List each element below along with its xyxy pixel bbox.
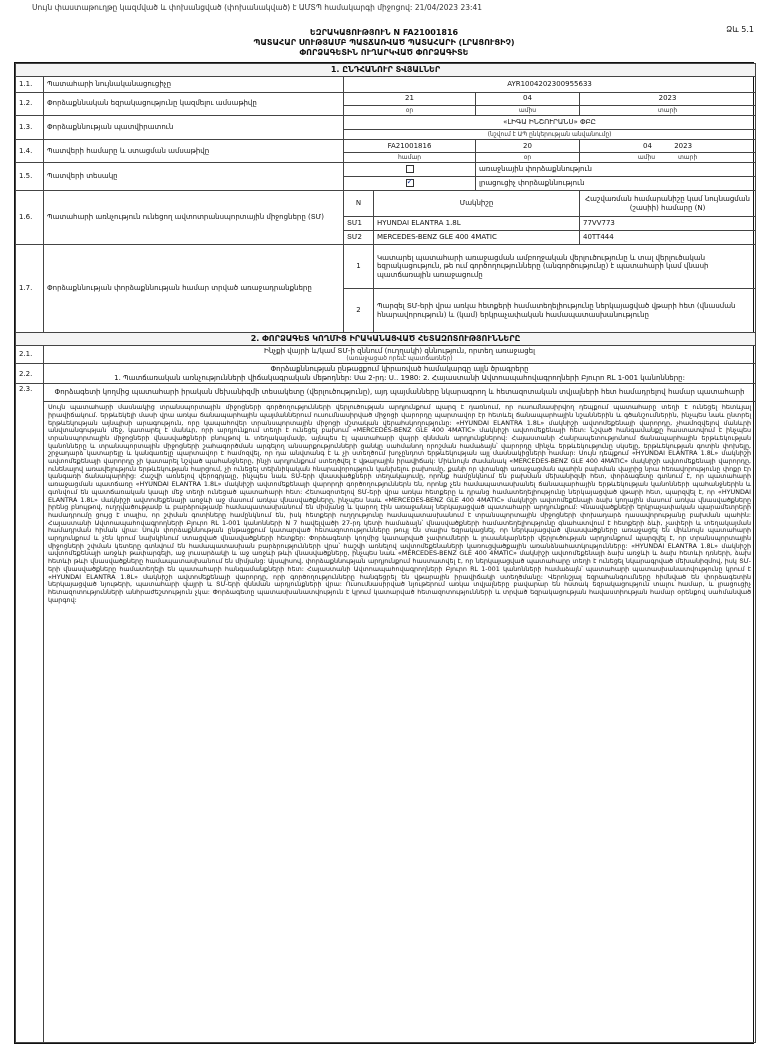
form-container [14, 62, 754, 1044]
day-caption: օր [344, 105, 476, 115]
vehicle-2-plate: 40TT444 [580, 231, 756, 245]
primary-checkbox[interactable] [406, 165, 414, 173]
task-1-number: 1 [344, 245, 374, 289]
row-1-4-label: Պատվերի համարը և ստացման ամսաթիվը [44, 139, 344, 162]
vehicle-1-model: HYUNDAI ELANTRA 1.8L [374, 217, 580, 231]
row-2-2-number: 2.2. [16, 364, 44, 384]
section-1-title: 1. ԸՆԴՀԱՆՈՒՐ ՏՎՅԱԼՆԵՐ [16, 64, 756, 77]
order-type-supplementary-checkbox-cell[interactable] [344, 177, 476, 191]
generation-note: Սույն փաստաթուղթը կազմված և փոխանցված (փոխանակված) է ԱՄՏՊ համակարգի միջոցով: 21/04/2023 23:41 [32, 3, 483, 12]
row-1-6-number: 1.6. [16, 191, 44, 245]
client-caption: (նշվում է ԱՊ ընկերության անվանումը) [344, 129, 756, 139]
row-1-6-label: Պատահարի առնչություն ունեցող ավտոտրանսպորտային միջոցները (ՏՄ) [44, 191, 344, 245]
row-1-3-label: Փորձաքննության պատվիրատուն [44, 115, 344, 139]
client-name: «ԼԻԳԱ ԻՆՇՈՒՐԱՆՍ» ՓԲԸ [344, 115, 756, 129]
order-month-year-caption: ամիս տարի [580, 152, 756, 162]
order-number: FA21001816 [344, 139, 476, 152]
row-1-2-label: Փորձաքննական եզրակացությունը կազմելու ամսաթիվը [44, 92, 344, 115]
row-1-1-number: 1.1. [16, 76, 44, 92]
order-month-year [580, 139, 756, 152]
row-2-3-number: 2.3. [16, 384, 44, 1043]
vehicle-1-plate: 77VV773 [580, 217, 756, 231]
row-1-4-number: 1.4. [16, 139, 44, 162]
row-1-3-number: 1.3. [16, 115, 44, 139]
order-month: 04 [643, 141, 652, 150]
vehicle-1-index: ՏՄ1 [344, 217, 374, 231]
order-day-caption: օր [476, 152, 580, 162]
order-type-supplementary-label: լրացուցիչ փորձաքննություն [476, 177, 756, 191]
row-2-1-text: Ինչքի վայրի և/կամ ՏՄ-ի զննում (ուղղակի) զննություն, որտեղ առաջացել (առաջացած որեւէ պատճառներ) [44, 345, 756, 364]
header-line-3: ՓՈՐՁԱԳԵՏԻՆ ՈՒՂԱՐԿՎԱԾ ՓՈՐՁԱԳԻՏԵ [299, 48, 469, 57]
order-type-primary-label: առաջնային փորձաքննություն [476, 163, 756, 177]
row-1-5-label: Պատվերի տեսակը [44, 163, 344, 191]
task-1-text: Կատարել պատահարի առաջացման ամբողջական վերլուծությունը և տալ վերլուծական եզրակացություն, թե ում գործողությունները (անգործությունը) է պատահարի կամ վնասի պատճառային առաջացումը [374, 245, 756, 289]
header-line-2: ՊԱՏԱՀԱՐ ՍՈՒԹՅԱՄԲ ՊԱՏՃԱՌՎԱԾ ՊԱՏԱՀԱՐԻ (ԼՐԱՑՈՒՑԻՉ) [253, 38, 515, 47]
row-2-3-heading: Փորձագետի կողմից պատահարի իրական մեխանիզմի տեսակետը (վերլուծությունը), այդ պայմանները նկարագրող և հետազոտական տվյալների հետ համադրելով համար պատահարի [44, 384, 756, 402]
vehicles-col-n: N [344, 191, 374, 217]
row-1-2-number: 1.2. [16, 92, 44, 115]
form-table [15, 63, 756, 1043]
task-2-number: 2 [344, 289, 374, 333]
supplementary-checkbox[interactable] [406, 179, 414, 187]
number-caption: համար [344, 152, 476, 162]
conclusion-year: 2023 [580, 92, 756, 105]
order-day: 20 [476, 139, 580, 152]
row-2-1-number: 2.1. [16, 345, 44, 364]
year-caption: տարի [580, 105, 756, 115]
vehicle-2-model: MERCEDES-BENZ GLE 400 4MATIC [374, 231, 580, 245]
row-1-5-number: 1.5. [16, 163, 44, 191]
row-1-7-number: 1.7. [16, 245, 44, 333]
month-caption: ամիս [476, 105, 580, 115]
order-type-primary-checkbox-cell[interactable] [344, 163, 476, 177]
row-1-7-label: Փորձաքննության փորձաքննության համար տրված առաջադրանքները [44, 245, 344, 333]
vehicles-col-plate: Հաշվառման համարանիշը կամ նույնացման (շասիի) համարը (N) [580, 191, 756, 217]
vehicle-2-index: ՏՄ2 [344, 231, 374, 245]
header-line-1: ԵԶՐԱԿԱՑՈՒԹՅՈՒՆ N FA21001816 [309, 28, 459, 37]
order-year: 2023 [674, 141, 693, 150]
vehicles-col-model: Մակնիշը [374, 191, 580, 217]
section-2-title: 2. ՓՈՐՁԱԳԵՏ ԿՈՂՄԻՑ ԻՐԱԿԱՆԱՑՎԱԾ ՀԵՏԱԶՈՏՈՒԹՅՈՒՆՆԵՐԸ [16, 333, 756, 346]
expert-analysis-text: Սույն պատահարի մասնակից տրանսպորտային միջոցների գործողությունների վերլուծության արդյունքում պարզ է դառնում, որ ուսումնասիրվող դեպքում պատահարը տեղի է ունեցել հետևյալ իրավիճակում. երթևեկելի մասի վրա առկա ճանապարհային պայմաններում ուսումնասիրված միջոցի վարորդը պարտավոր էր հետևել ճանապարհային նշաններին և գծանշումներին, ինչպես նաև ընտրել երթևեկության այնպիսի արագություն, որը կապահովեր տրանսպորտային միջոցի մշտական վերահսկողությունը: «HYUNDAI ELANTRA 1.8L» մակնիշի ավտոմեքենայի վարորդը, չհամոզվելով մանևրի անվտանգության մեջ, կատարել է մանևր, որի արդյունքում տեղի է ունեցել բախում «MERCEDES-BENZ GLE 400 4MATIC» մակնիշի ավտոմեքենայի հետ: Նշված հանգամանքը հաստատվում է ինչպես տրանսպորտային միջոցների վնասվածքների բնույթով և տեղակայմամբ, այնպես էլ պատահարի վայրի զննման արդյունքներով: Հայաստանի Հանրապետությունում ճանապարհային երթևեկության կանոնները և տրանսպորտային միջոցների շահագործման արգելող անսարքությունների ցանկը սահմանող որոշման համաձայն՝ վարորդը մինչև երթևեկությունը սկսելը, երթևեկության գոտին փոխելը, շրջադարձ կատարելը և կանգառելը պարտավոր է համոզվել, որ դա անվտանգ է և չի ստեղծում խոչընդոտ երթևեկության այլ մասնակիցների համար: Սույն դեպքում «HYUNDAI ELANTRA 1.8L» մակնիշի ավտոմեքենայի վարորդը չի կատարել նշված պահանջները, ինչի արդյունքում ստեղծվել է վթարային իրավիճակ: Միևնույն ժամանակ «MERCEDES-BENZ GLE 400 4MATIC» մակնիշի ավտոմեքենայի վարորդը, ունենալով առավելություն երթևեկության հարցում, չի ունեցել տեխնիկական հնարավորություն կանխելու բախումը, քանի որ վտանգի առաջացման պահին բախման վայրից նրա հեռավորությունը փոքր էր կանգառի ճանապարհից: Հաշվի առնելով վերոգրյալը, ինչպես նաև ՏՄ-երի վնասվածքների տեղակայումը, որոնք համընկնում են բախման մեխանիզմի հետ, փորձագետը գտնում է, որ պատահարի առաջացման պատճառը «HYUNDAI ELANTRA 1.8L» մակնիշի ավտոմեքենայի վարորդի գործողություններն են, որոնք չեն համապատասխանել ճանապարհային երթևեկության կանոնների պահանջներին և գտնվում են պատճառական կապի մեջ տեղի ունեցած պատահարի հետ: Հետազոտելով ՏՄ-երի վրա առկա հետքերը և դրանց համատեղելիությունը ներկայացված վթարի հետ, պարզվել է, որ «HYUNDAI ELANTRA 1.8L» մակնիշի ավտոմեքենայի առջևի աջ մասում առկա վնասվածքները, ինչպես նաև «MERCEDES-BENZ GLE 400 4MATIC» մակնիշի ավտոմեքենայի ձախ կողային մասում առկա վնասվածքները իրենց բնույթով, ուղղվածությամբ և բարձրությամբ համապատասխանում են միմյանց և կարող էին առաջանալ ներկայացված պատահարի արդյունքում: Վնասվածքների երկրաչափական պարամետրերի համադրումը ցույց է տալիս, որ շփման գոտիները համընկնում են, իսկ հետքերի ուղղությունը համապատասխանում է տրանսպորտային միջոցների փոխադարձ դասավորությանը բախման պահին: Հայաստանի Ավտոապահովագրողների Բյուրո RL 1-001 կանոնների N 7 հավելվածի 27-րդ կետի համաձայն՝ վնասվածքների համատեղելիությունը գնահատվում է հետքերի ձևի, չափերի և տեղակայման համադրման հիման վրա: Սույն փորձաքննության ընթացքում կատարված հետազոտությունները թույլ են տալիս եզրակացնել, որ ներկայացված վնասվածքները առաջացել են միևնույն պատահարի արդյունքում և չեն կրում նախկինում ստացված վնասվածքների հետքեր: Փորձագետի կողմից կատարված չափումների և լուսանկարների վերլուծության արդյունքում պարզվել է, որ տրանսպորտային միջոցների շփման կետերը գտնվում են համապատասխան բարձրությունների վրա՝ հաշվի առնելով ավտոմեքենաների կառուցվածքային առանձնահատկությունները: «HYUNDAI ELANTRA 1.8L» մակնիշի ավտոմեքենայի առջևի թափարգելի, աջ լուսարձակի և աջ առջևի թևի վնասվածքները, ինչպես նաև «MERCEDES-BENZ GLE 400 4MATIC» մակնիշի ավտոմեքենայի ձախ առջևի և ձախ հետևի դռների, ձախ հետևի թևի վնասվածքները համապատասխանում են միմյանց: Այսպիսով, փորձաքննության արդյունքում հաստատվել է, որ ներկայացված պատահարը տեղի է ունեցել նկարագրված մեխանիզմով, իսկ ՏՄ-երի վնասվածքները համատեղելի են պատահարի հանգամանքների հետ: Հայաստանի Ավտոապահովագրողների Բյուրո RL 1-001 կանոնների համաձայն՝ պատահարի պատասխանատվությունը կրում է «HYUNDAI ELANTRA 1.8L» մակնիշի ավտոմեքենայի վարորդը, որի գործողությունները հանգեցրել են վթարային իրավիճակի ստեղծմանը: Վերոնշյալ եզրահանգումները հիմնված են փորձագետին ներկայացված նյութերի, պատահարի վայրի և ՏՄ-երի զննման արդյունքների վրա: Ուսումնասիրված նյութերում առկա տվյալները բավարար են հստակ եզրակացություն տալու համար, և լրացուցիչ հետազոտությունների անհրաժեշտություն չկա: Փորձագետը պատասխանատվություն է կրում կատարված հետազոտությունների և տրված եզրակացության հավաստիության համար օրենքով սահմանված կարգով: [48, 403, 752, 604]
task-2-text: Պարզել ՏՄ-երի վրա առկա հետքերի համատեղելիությունը ներկայացված վթարի հետ (վնասման հնարավորություն) և (կամ) երկրաչափական համապատասխանությունը [374, 289, 756, 333]
incident-id-value: AYR1004202300955633 [344, 76, 756, 92]
document-header [0, 28, 768, 58]
conclusion-day: 21 [344, 92, 476, 105]
form-number: Ձև 5.1 [726, 25, 754, 34]
conclusion-month: 04 [476, 92, 580, 105]
row-1-1-label: Պատահարի նույնականացուցիչը [44, 76, 344, 92]
row-2-2-text: Փորձաքննության ընթացքում կիրառված համակարգը այլն ծրագրերը 1. Պատճառական առնչությունների վիճակագրական մեթոդներ: Սա 2-րդ: Ս.. 1980: 2. Հայաստանի Ավտոապահովագրողների Բյուրո RL 1-001 կանոնները: [44, 364, 756, 384]
